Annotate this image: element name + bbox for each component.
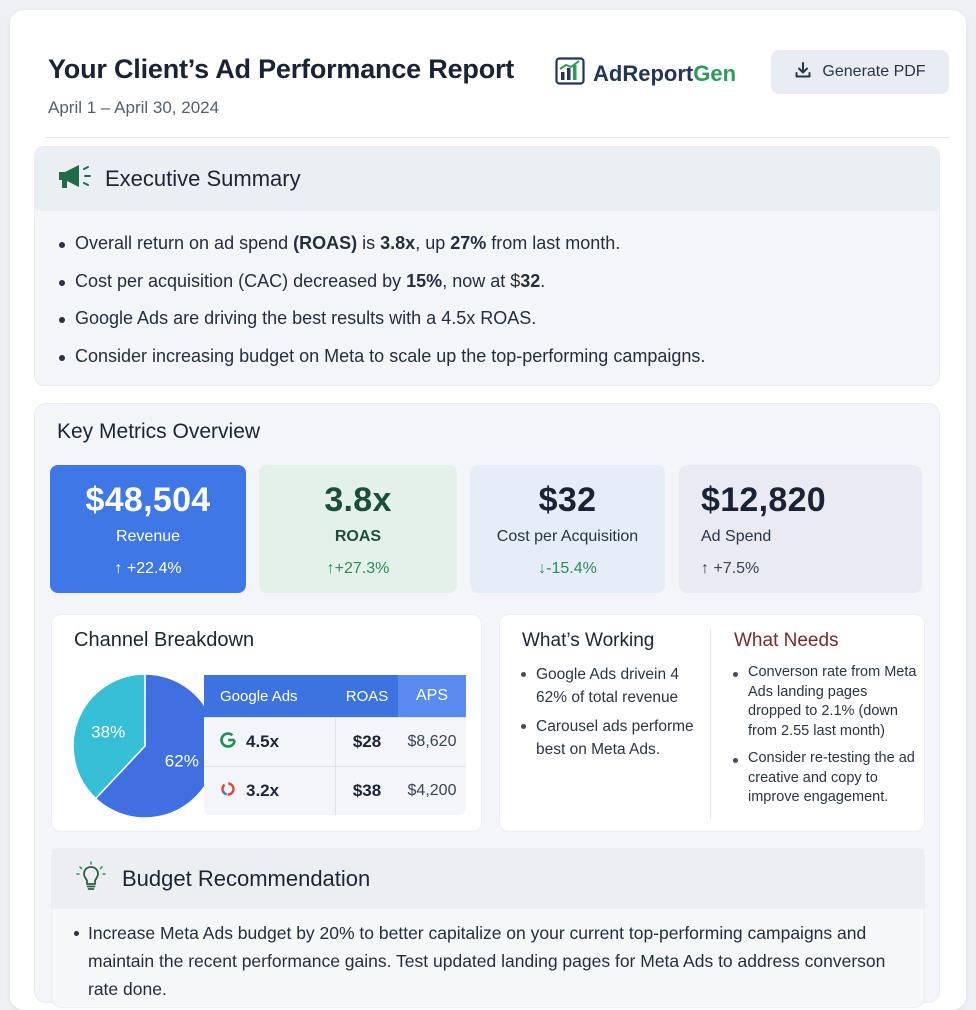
metric-tile-revenue[interactable] <box>50 465 246 593</box>
generate-pdf-label: Generate PDF <box>822 63 926 80</box>
generate-pdf-button[interactable] <box>771 50 949 94</box>
google-icon <box>220 732 236 753</box>
what-needs-list <box>748 663 918 816</box>
arrow-up-icon: ↑ <box>701 560 709 577</box>
metric-tile-roas[interactable] <box>259 465 457 593</box>
needs-item: Converson rate from Meta Ads landing pages dropped to 2.1% (down from 2.55 last month) <box>748 663 918 741</box>
column-header-channel[interactable]: Google Ads <box>220 687 298 705</box>
executive-summary-header <box>35 147 939 211</box>
arrow-up-icon: ↑ <box>114 560 123 577</box>
key-metrics-panel <box>34 403 940 1003</box>
metric-change: ↑+27.3% <box>326 560 390 577</box>
budget-recommendation-header <box>52 849 924 909</box>
whats-working-heading: What’s Working <box>522 630 655 651</box>
channel-breakdown-panel <box>51 614 482 832</box>
column-header-roas[interactable]: ROAS <box>345 687 389 705</box>
column-header-aps[interactable]: APS <box>398 675 466 717</box>
pie-slice-label: 38% <box>91 722 126 742</box>
metric-value: $48,504 <box>85 481 211 519</box>
channel-breakdown-heading: Channel Breakdown <box>74 629 255 651</box>
brand-name-prefix: AdReport <box>593 61 694 86</box>
metric-change: ↓-15.4% <box>538 560 597 577</box>
summary-item: Google Ads are driving the best results with a 4.5x ROAS. <box>75 300 939 338</box>
arrow-down-icon: ↓ <box>538 560 547 577</box>
what-needs-heading: What Needs <box>734 630 839 651</box>
metric-tile-ad-spend[interactable] <box>679 465 922 593</box>
budget-recommendation-heading: Budget Recommendation <box>122 866 371 891</box>
channel-table <box>204 675 466 815</box>
metric-label: Revenue <box>115 528 181 545</box>
date-range: April 1 – April 30, 2024 <box>48 98 220 117</box>
summary-item: Overall return on ad spend (ROAS) is 3.8x, up 27% from last month. <box>75 225 939 263</box>
insights-panel <box>499 614 925 832</box>
summary-item: Consider increasing budget on Meta to scale up the top-performing campaigns. <box>75 338 939 376</box>
header-divider <box>46 137 950 138</box>
download-icon <box>794 61 812 84</box>
metric-change: ↑ +7.5% <box>701 560 760 577</box>
brand-logo[interactable] <box>555 57 736 91</box>
summary-item: Cost per acquisition (CAC) decreased by 15%, now at $32. <box>75 263 939 301</box>
row-cpa: $38 <box>352 781 382 800</box>
metric-label: Cost per Acquisition <box>496 528 639 545</box>
key-metrics-heading: Key Metrics Overview <box>57 420 261 443</box>
row-roas: 3.2x <box>246 781 280 800</box>
metric-value: $12,820 <box>701 481 827 519</box>
table-row[interactable] <box>204 766 466 815</box>
chart-logo-icon <box>555 57 585 91</box>
meta-icon <box>220 781 236 802</box>
megaphone-icon <box>55 161 93 198</box>
executive-summary-heading: Executive Summary <box>105 166 301 191</box>
row-spend: $4,200 <box>407 782 457 799</box>
arrow-up-icon: ↑ <box>326 560 335 577</box>
budget-recommendation <box>51 848 925 1008</box>
pie-slice-label: 62% <box>164 751 199 771</box>
brand-name-suffix: Gen <box>693 61 737 86</box>
budget-recommendation-text: Increase Meta Ads budget by 20% to better capitalize on your current top-performing campaigns and maintain the recent performance gains. Test updated landing pages for Meta Ads to address converson rate done. <box>88 919 908 1003</box>
row-cpa: $28 <box>352 732 382 751</box>
channel-pie-chart <box>70 671 220 821</box>
page-title: Your Client’s Ad Performance Report <box>48 54 515 84</box>
working-item: Carousel ads performe best on Meta Ads. <box>536 715 696 761</box>
working-item: Google Ads drivein 4 62% of total revenue <box>536 663 696 709</box>
metric-label: Ad Spend <box>701 528 772 545</box>
metric-tile-cpa[interactable] <box>470 465 665 593</box>
metric-value: $32 <box>538 481 597 519</box>
metric-change: ↑ +22.4% <box>114 560 182 577</box>
row-roas: 4.5x <box>246 732 280 751</box>
table-row[interactable] <box>204 717 466 766</box>
lightbulb-icon <box>74 860 108 899</box>
channel-table-header <box>204 675 466 717</box>
whats-working-list <box>536 663 696 767</box>
executive-summary-list <box>35 211 939 375</box>
row-spend: $8,620 <box>407 733 457 750</box>
insights-divider <box>710 629 711 819</box>
needs-item: Consider re-testing the ad creative and copy to improve engagement. <box>748 749 918 808</box>
executive-summary <box>34 146 940 386</box>
metric-label: ROAS <box>334 528 382 545</box>
metric-value: 3.8x <box>324 481 392 519</box>
